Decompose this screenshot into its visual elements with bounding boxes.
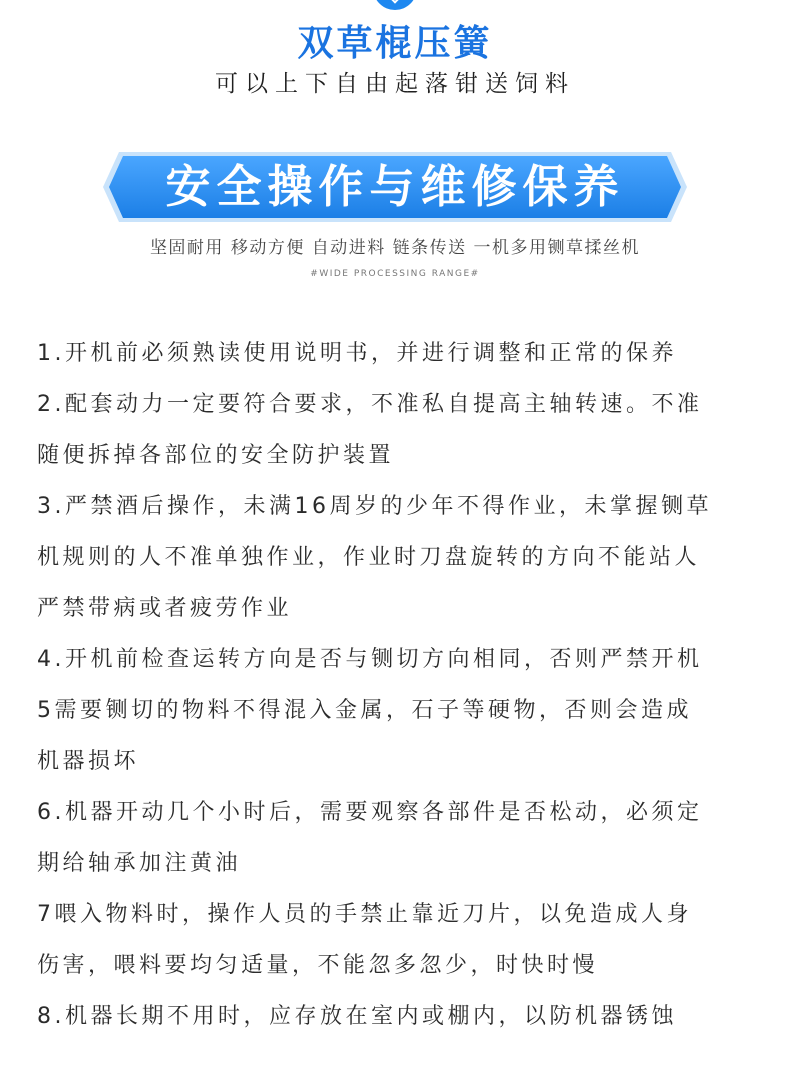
rule-line: 严禁带病或者疲劳作业: [37, 596, 293, 621]
rule-line: 5需要铡切的物料不得混入金属，石子等硬物，否则会造成: [37, 698, 692, 723]
banner-title: 安全操作与维修保养: [165, 160, 625, 213]
rule-line: 机规则的人不准单独作业，作业时刀盘旋转的方向不能站人: [37, 545, 701, 570]
rules-list: [37, 328, 765, 1042]
rule-line: 3.严禁酒后操作，未满16周岁的少年不得作业，未掌握铡草: [37, 494, 712, 519]
rule-line: 8.机器长期不用时，应存放在室内或棚内，以防机器锈蚀: [37, 1004, 677, 1029]
rule-line: 期给轴承加注黄油: [37, 851, 242, 876]
rule-line: 4.开机前检查运转方向是否与铡切方向相同，否则严禁开机: [37, 647, 703, 672]
top-badge: [373, 0, 417, 10]
rule-line: 机器损坏: [37, 749, 140, 774]
page-subtitle: 可以上下自由起落钳送饲料: [215, 71, 575, 97]
section-banner: [103, 152, 687, 222]
tagline-english: #WIDE PROCESSING RANGE#: [310, 269, 480, 279]
rule-line: 伤害，喂料要均匀适量，不能忽多忽少，时快时慢: [37, 953, 599, 978]
rule-line: 2.配套动力一定要符合要求，不准私自提高主轴转速。不准: [37, 392, 703, 417]
rule-line: 1.开机前必须熟读使用说明书，并进行调整和正常的保养: [37, 341, 677, 366]
rule-line: 7喂入物料时，操作人员的手禁止靠近刀片，以免造成人身: [37, 902, 692, 927]
rule-line: 6.机器开动几个小时后，需要观察各部件是否松动，必须定: [37, 800, 703, 825]
page-title: 双草棍压簧: [297, 23, 493, 64]
rule-line: 随便拆掉各部位的安全防护装置: [37, 443, 395, 468]
check-icon: [389, 0, 400, 4]
tagline: 坚固耐用 移动方便 自动进料 链条传送 一机多用铡草揉丝机: [149, 238, 641, 258]
